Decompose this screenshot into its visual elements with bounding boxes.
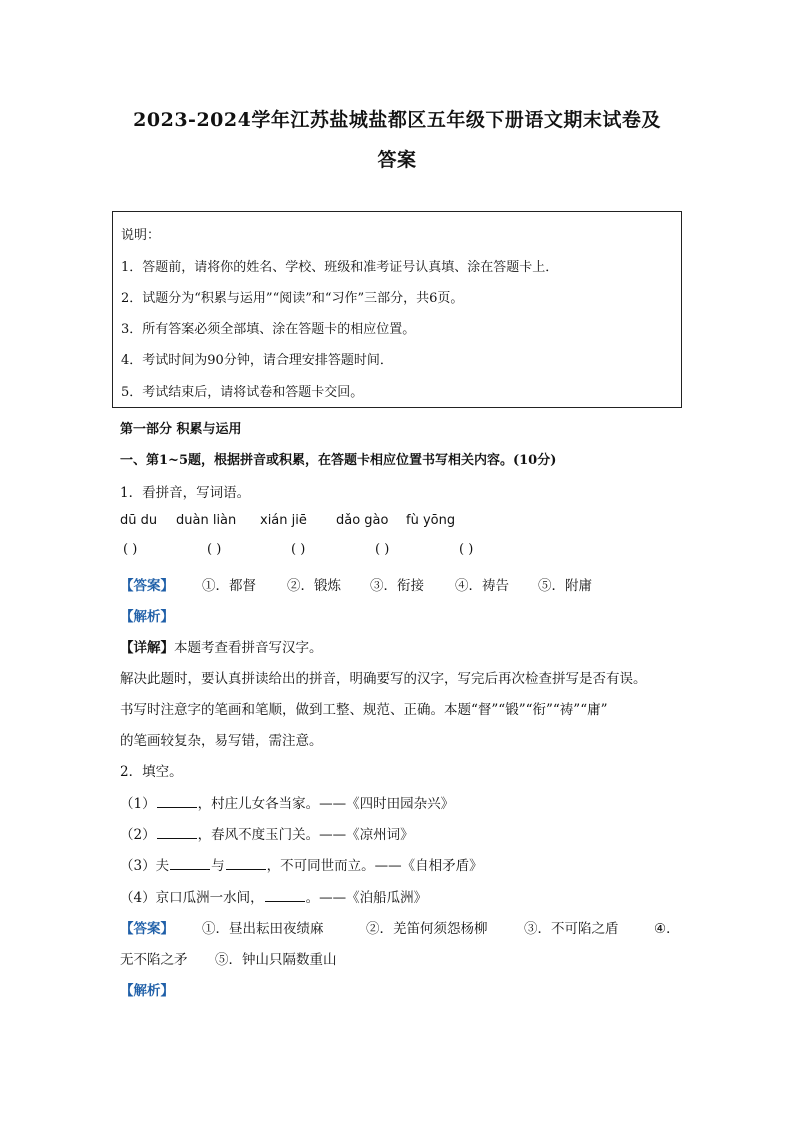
item-text: ，村庄儿女各当家。——《四时田园杂兴》	[197, 796, 455, 812]
document-title-line1: 2023-2024学年江苏盐城盐都区五年级下册语文期末试卷及	[133, 109, 661, 131]
detail-line	[120, 636, 323, 656]
instruction-item: 4．考试时间为90分钟，请合理安排答题时间．	[121, 353, 393, 368]
instruction-item: 3．所有答案必须全部填、涂在答题卡的相应位置。	[121, 322, 416, 337]
instruction-item: 2．试题分为“积累与运用”“阅读”和“习作”三部分，共6页。	[121, 291, 464, 306]
answer-item: ⑤．钟山只隔数重山	[215, 952, 337, 968]
answer-item: ②．锻炼	[287, 578, 341, 594]
part-heading: 第一部分 积累与运用	[120, 422, 242, 437]
detail-text: 本题考查看拼音写汉字。	[174, 640, 323, 656]
blank-line	[265, 900, 305, 902]
answer-item: ③．衔接	[370, 578, 424, 594]
detail-tag: 【详解】	[120, 640, 174, 656]
blank-line	[170, 868, 210, 870]
item-number: （2）	[120, 827, 156, 843]
blank-line	[157, 806, 197, 808]
pinyin-item: duàn liàn	[176, 513, 237, 528]
fill-blank-item	[120, 792, 454, 812]
instruction-item: 5．考试结束后，请将试卷和答题卡交回。	[121, 385, 364, 400]
answer-item: ①．都督	[202, 578, 256, 594]
pinyin-item: dǎo gào	[336, 513, 389, 528]
answer-item: ①．昼出耘田夜绩麻	[202, 921, 324, 937]
answer-parentheses: ( )	[207, 542, 222, 557]
analysis-tag: 【解析】	[120, 983, 174, 999]
fill-blank-item	[120, 886, 427, 906]
pinyin-item: dū du	[120, 513, 158, 528]
question-stem: 2．填空。	[120, 764, 183, 780]
item-text: 。——《泊船瓜洲》	[305, 890, 428, 906]
answer-tag: 【答案】	[120, 921, 174, 937]
fill-blank-item	[120, 854, 483, 874]
item-text: ，春风不度玉门关。——《凉州词》	[197, 827, 414, 843]
answer-tag: 【答案】	[120, 578, 174, 594]
answer-item: ④．	[654, 921, 680, 937]
item-number: （4）京口瓜洲一水间，	[120, 890, 264, 906]
blank-line	[157, 837, 197, 839]
answer-item: ⑤．附庸	[538, 578, 592, 594]
answer-item: 无不陷之矛	[120, 952, 188, 968]
question-stem: 1．看拼音，写词语。	[120, 485, 251, 501]
instructions-heading: 说明：	[121, 228, 161, 243]
document-title-line2: 答案	[377, 149, 417, 171]
answer-parentheses: ( )	[375, 542, 390, 557]
analysis-paragraph: 书写时注意字的笔画和笔顺，做到工整、规范、正确。本题“督”“锻”“衔”“祷”“庸”	[120, 702, 608, 718]
item-text: 与	[211, 858, 225, 874]
answer-parentheses: ( )	[459, 542, 474, 557]
item-number: （1）	[120, 796, 156, 812]
analysis-paragraph: 的笔画较复杂，易写错，需注意。	[120, 733, 323, 749]
pinyin-item: xián jiē	[260, 513, 307, 528]
instructions-box	[112, 211, 682, 408]
blank-line	[226, 868, 266, 870]
answer-item: ④．祷告	[455, 578, 509, 594]
item-text: ，不可同世而立。——《自相矛盾》	[266, 858, 483, 874]
answer-item: ②．羌笛何须怨杨柳	[366, 921, 488, 937]
answer-parentheses: ( )	[123, 542, 138, 557]
item-number: （3）夫	[120, 858, 170, 874]
fill-blank-item	[120, 823, 414, 843]
answer-parentheses: ( )	[291, 542, 306, 557]
analysis-paragraph: 解决此题时，要认真拼读给出的拼音，明确要写的汉字，写完后再次检查拼写是否有误。	[120, 671, 647, 687]
answer-item: ③．不可陷之盾	[524, 921, 619, 937]
instruction-item: 1．答题前，请将你的姓名、学校、班级和准考证号认真填、涂在答题卡上．	[121, 260, 559, 275]
analysis-tag: 【解析】	[120, 609, 174, 625]
pinyin-item: fù yōng	[406, 513, 456, 528]
section-heading: 一、第1~5题，根据拼音或积累，在答题卡相应位置书写相关内容。(10分)	[120, 453, 557, 468]
